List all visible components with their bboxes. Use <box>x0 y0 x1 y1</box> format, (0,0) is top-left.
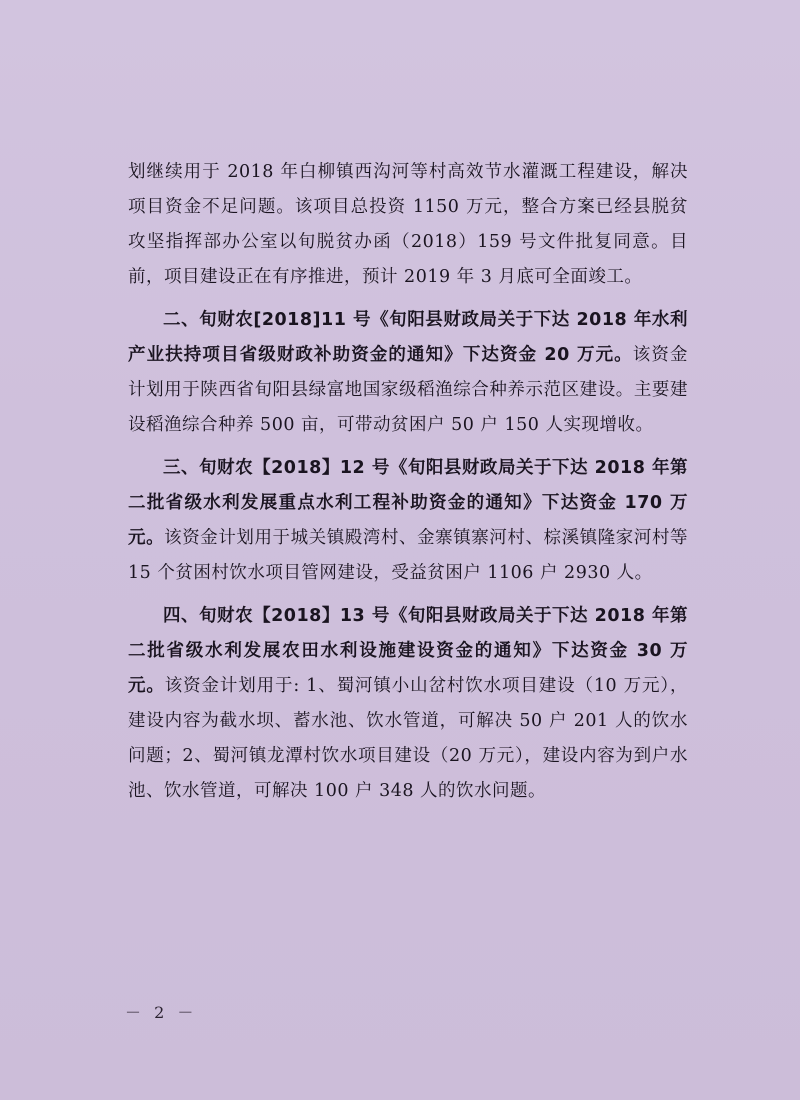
paragraph-item-three <box>128 451 688 591</box>
paragraph-continuation <box>128 155 688 295</box>
paragraph-lead: 四、旬财农【2018】13 号《旬阳县财政局关于下达 2018 年第二批省级水利发展农田水利设施建设资金的通知》下达资金 30 万元。 <box>128 606 688 696</box>
paragraph-lead: 三、旬财农【2018】12 号《旬阳县财政局关于下达 2018 年第二批省级水利发展重点水利工程补助资金的通知》下达资金 170 万元。 <box>128 458 688 548</box>
page-number: － 2 － <box>125 1003 198 1022</box>
paragraph-item-two <box>128 303 688 443</box>
paragraph-text: 该资金计划用于城关镇殿湾村、金寨镇寨河村、棕溪镇隆家河村等 15 个贫困村饮水项目管网建设，受益贫困户 1106 户 2930 人。 <box>128 528 689 583</box>
paragraph-text: 划继续用于 2018 年白柳镇西沟河等村高效节水灌溉工程建设，解决项目资金不足问题。该项目总投资 1150 万元，整合方案已经县脱贫攻坚指挥部办公室以旬脱贫办函（2018）159 号文件批复同意。目前，项目建设正在有序推进，预计 2019 年 3 月底可全面竣工。 <box>128 162 688 287</box>
paragraph-lead: 二、旬财农[2018]11 号《旬阳县财政局关于下达 2018 年水利产业扶持项目省级财政补助资金的通知》下达资金 20 万元。 <box>128 310 688 365</box>
document-body <box>128 155 688 817</box>
paragraph-text: 该资金计划用于: 1、蜀河镇小山岔村饮水项目建设（10 万元），建设内容为截水坝、蓄水池、饮水管道，可解决 50 户 201 人的饮水问题；2、蜀河镇龙潭村饮水项目建设（20 万元），建设内容为到户水池、饮水管道，可解决 100 户 348 人的饮水问题。 <box>128 676 689 801</box>
paragraph-item-four <box>128 599 688 809</box>
paragraph-text: 该资金计划用于陕西省旬阳县绿富地国家级稻渔综合种养示范区建设。主要建设稻渔综合种养 500 亩，可带动贫困户 50 户 150 人实现增收。 <box>128 345 689 435</box>
